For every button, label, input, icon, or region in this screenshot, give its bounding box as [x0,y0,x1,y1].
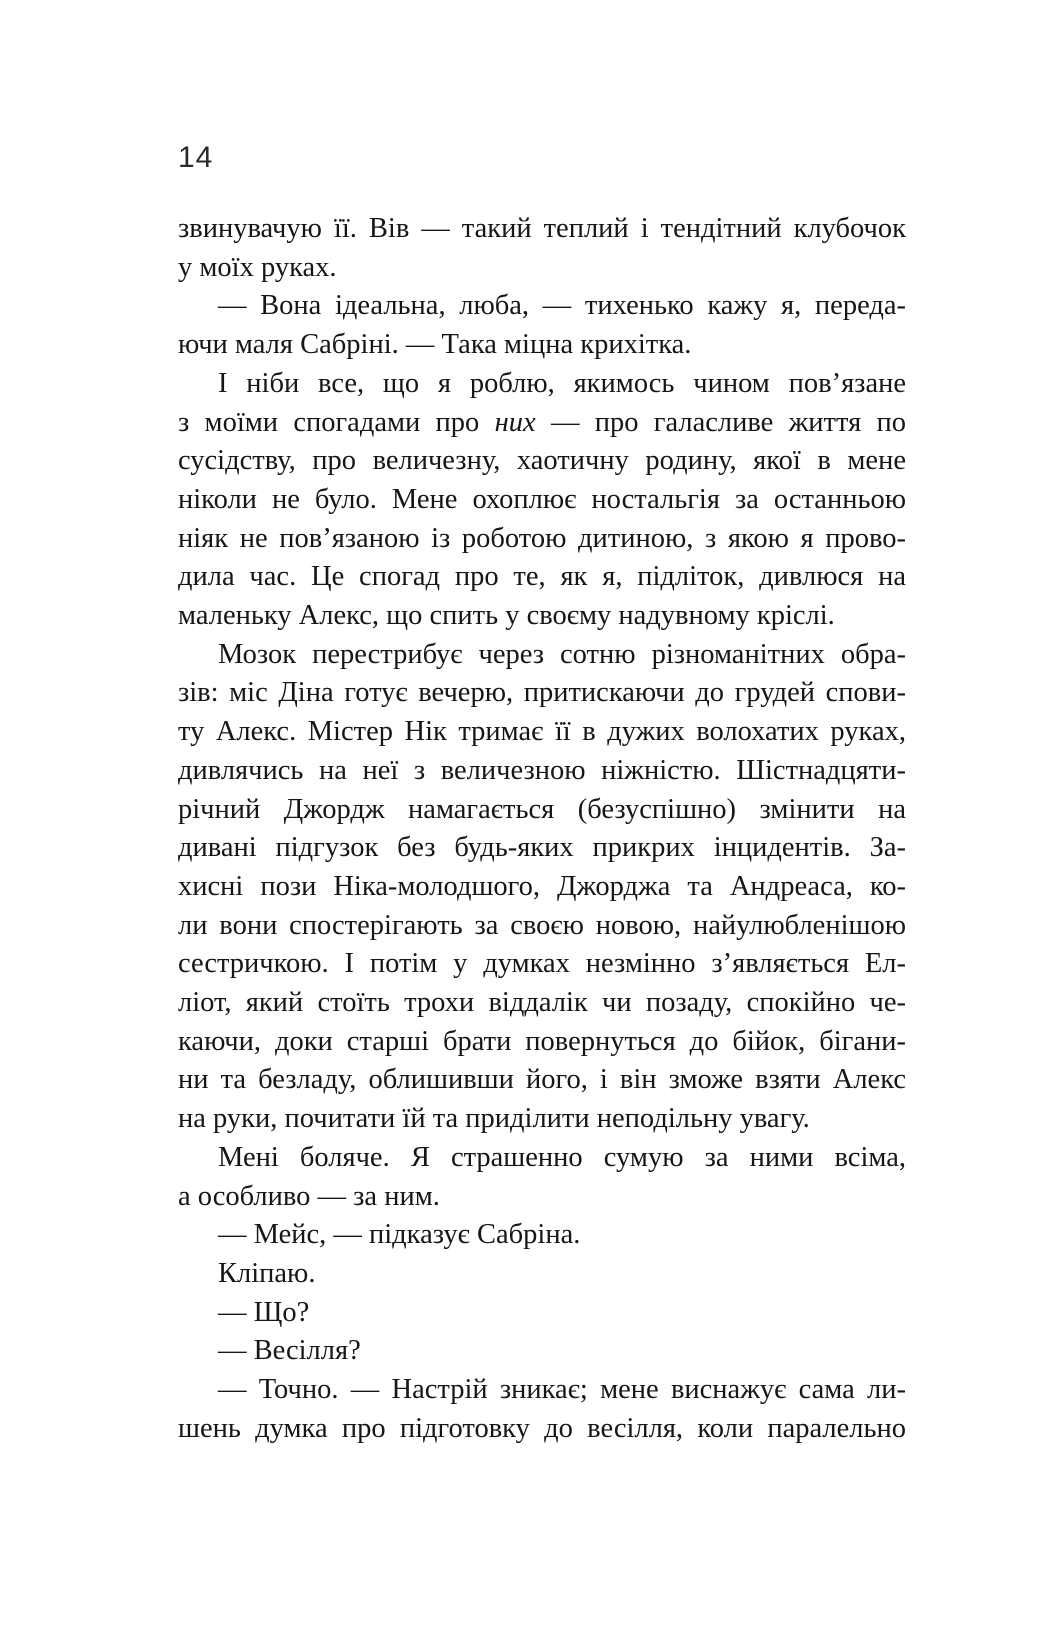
text-line [178,1216,906,1255]
text-line [178,1023,906,1062]
page-number: 14 [178,141,214,174]
text-line [178,1332,906,1371]
text-segment: — Мейс, — підказує Сабріна. [218,1219,581,1251]
text-segment: Мені боляче. Я страшенно сумую за ними всіма, [218,1141,906,1173]
text-segment: сестричкою. І потім у думках незмінно з’являється Ел- [178,948,906,980]
text-segment: дивані підгузок без будь-яких прикрих інцидентів. За- [178,832,906,864]
text-line [178,791,906,830]
text-line [178,636,906,675]
text-segment: річний Джордж намагається (безуспішно) змінити на [178,793,906,825]
text-segment: ючи маля Сабріні. — Така міцна крихітка. [178,329,692,361]
text-line [178,1139,906,1178]
text-line [178,945,906,984]
text-segment: а особливо — за ним. [178,1180,440,1212]
text-segment: ни та безладу, облишивши його, і він зможе взяти Алекс [178,1064,906,1096]
text-line [178,597,906,636]
text-segment: шень думка про підготовку до весілля, коли паралельно [178,1412,906,1444]
text-segment: ліот, який стоїть трохи віддалік чи позаду, спокійно че- [178,987,906,1019]
text-segment: — Весілля? [218,1335,361,1367]
text-segment: дила час. Це спогад про те, як я, підліток, дивлюся на [178,561,906,593]
text-line [178,210,906,249]
text-line [178,1410,906,1449]
text-line [178,1100,906,1139]
text-segment: у моїх руках. [178,251,337,283]
text-line [178,1178,906,1217]
text-line [178,365,906,404]
text-segment: — Вона ідеальна, люба, — тихенько кажу я, переда- [218,290,906,322]
text-line [178,984,906,1023]
text-line [178,868,906,907]
text-segment: ту Алекс. Містер Нік тримає її в дужих волохатих руках, [178,716,906,748]
text-segment: сусідству, про величезну, хаотичну родину, якої в мене [178,445,906,477]
text-line [178,249,906,288]
text-line [178,287,906,326]
italic-text: них [494,406,536,438]
text-line [178,674,906,713]
text-segment: ніяк не пов’язаною із роботою дитиною, з якою я прово- [178,522,906,554]
text-segment: — Що? [218,1296,310,1328]
text-segment: І ніби все, що я роблю, якимось чином пов’язане [218,367,906,399]
text-line [178,1061,906,1100]
text-segment: ніколи не було. Мене охоплює ностальгія за останньою [178,483,906,515]
text-segment: Кліпаю. [218,1257,316,1289]
text-line [178,326,906,365]
text-line [178,829,906,868]
text-line [178,520,906,559]
text-segment: ли вони спостерігають за своєю новою, найулюбленішою [178,909,906,941]
text-line [178,1255,906,1294]
text-block [178,210,906,1449]
text-segment: зів: міс Діна готує вечерю, притискаючи до грудей спови- [178,677,906,709]
text-line [178,752,906,791]
text-line [178,558,906,597]
text-segment: з моїми спогадами про [178,406,495,438]
text-segment: хисні пози Ніка-молодшого, Джорджа та Андреаса, ко- [178,870,906,902]
text-line [178,442,906,481]
text-segment: Мозок перестрибує через сотню різноманітних обра- [218,638,906,670]
text-line [178,404,906,443]
text-line [178,1294,906,1333]
text-line [178,713,906,752]
text-line [178,481,906,520]
text-segment: звинувачую її. Вів — такий теплий і тендітний клубочок [178,213,906,244]
text-segment: на руки, почитати їй та приділити неподільну увагу. [178,1103,810,1135]
text-line [178,907,906,946]
text-segment: — про галасливе життя по [535,406,906,438]
text-segment: — Точно. — Настрій зникає; мене виснажує сама ли- [218,1374,906,1406]
text-segment: каючи, доки старші брати повернуться до бійок, бігани- [178,1025,906,1057]
text-segment: маленьку Алекс, що спить у своєму надувному кріслі. [178,600,835,632]
text-segment: дивлячись на неї з величезною ніжністю. Шістнадцяти- [178,754,906,786]
text-line [178,1371,906,1410]
